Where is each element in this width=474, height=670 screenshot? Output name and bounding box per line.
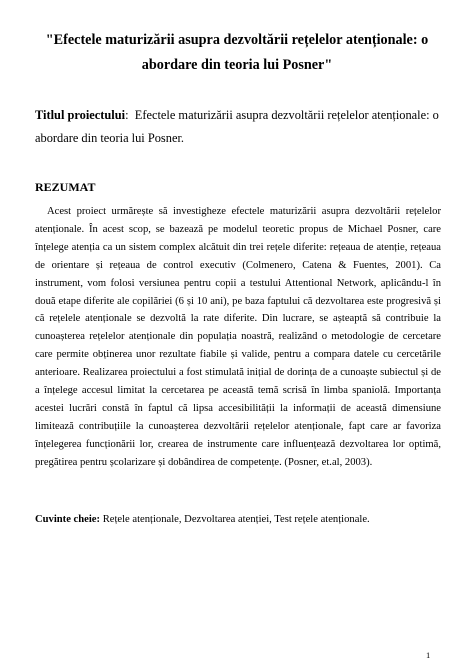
- project-title-colon: :: [125, 108, 129, 122]
- abstract-heading: REZUMAT: [35, 180, 96, 194]
- project-title-text: Efectele maturizării asupra dezvoltării rețelelor atenționale: o abordare din teoria lui Posner.: [35, 108, 439, 145]
- project-title-label: Titlul proiectului: [35, 108, 126, 122]
- abstract-paragraph: Acest proiect urmărește să investigheze efectele maturizării asupra dezvoltării rețelelor atenționale. În acest scop, se bazează pe modelul teoretic propus de Michael Posner, care înțelege atenția ca un sistem complex alcătuit din trei rețele diferite: rețeaua de atenție, rețeaua de orientare și rețeaua de control executiv (Colmenero, Catena & Fuentes, 2001). Ca instrument, vom folosi versiunea pentru copii a testului Attentional Network, aplicându-l în două etape diferite ale copilăriei (6 și 10 ani), pe baza faptului că dezvoltarea este progresivă și că rețelele atenționale se dezvoltă la rate diferite. Din lucrare, se așteaptă să contribuie la cunoașterea rețelelor atenționale din populația noastră, realizând o metodologie de cercetare care permite obținerea unor rezultate fiabile și valide, pentru a compara datele cu cercetările anterioare. Realizarea proiectului a fost stimulată inițial de dorința de a cunoaște subiectul și de a înțelege accesul limitat la cercetarea pe această temă scrisă în limba spaniolă. Importanța acestei lucrări constă în faptul că lipsa accesibilității la informații de această dimensiune limitează contribuțiile la cunoașterea dezvoltării rețelelor atenționale, fapt care ar favoriza înțelegerea funcționării lor, crearea de instrumente care influențează dezvoltarea lor optimă, pregătirea pentru școlarizare și dobândirea de competențe. (Posner, et.al, 2003).: [35, 206, 441, 468]
- keywords-line: [35, 511, 441, 528]
- keywords-text: Rețele atenționale, Dezvoltarea atenției, Test rețele atenționale.: [102, 514, 370, 525]
- project-title-line: [35, 104, 447, 150]
- page-number: 1: [426, 650, 431, 660]
- document-title: "Efectele maturizării asupra dezvoltării rețelelor atenționale: o abordare din teoria lui Posner": [45, 32, 429, 73]
- keywords-label: Cuvinte cheie:: [35, 514, 101, 525]
